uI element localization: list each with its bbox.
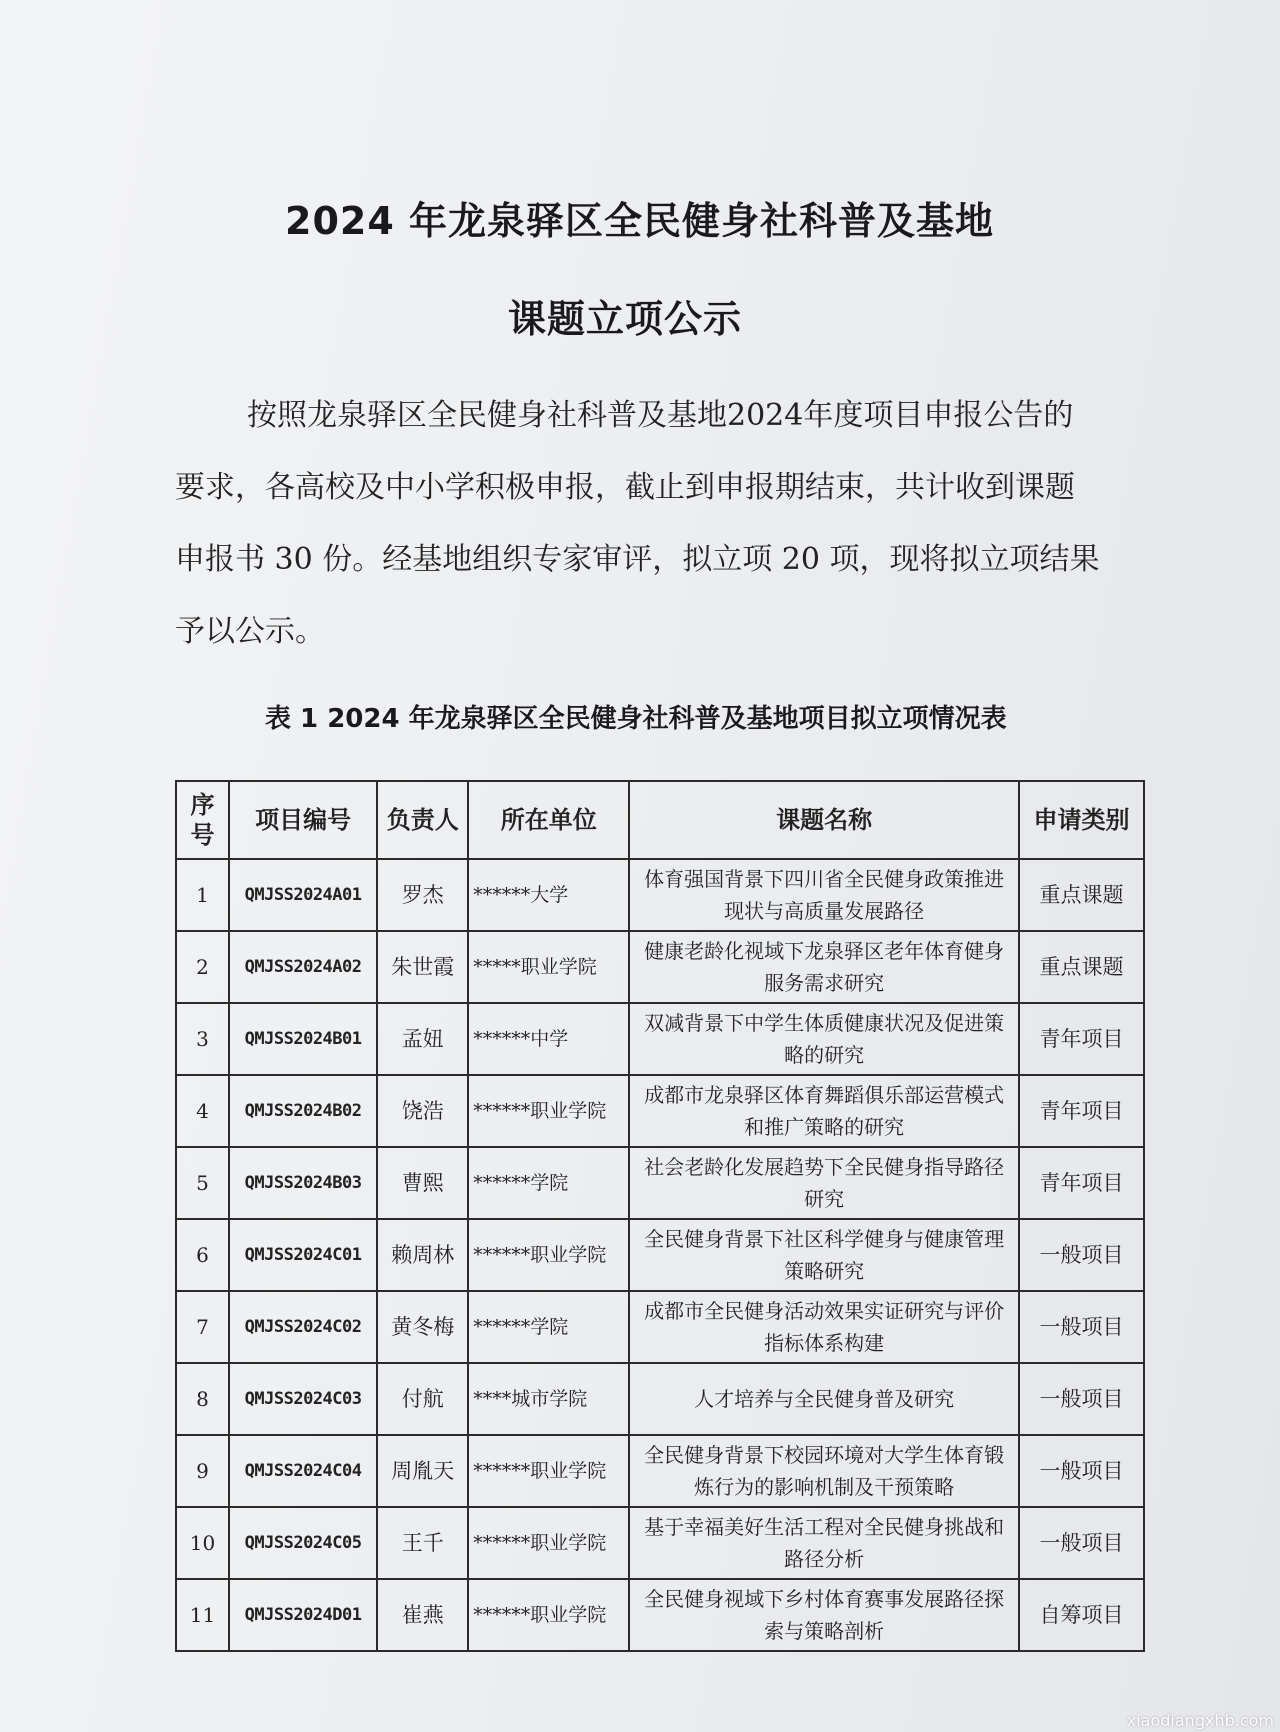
cell-seq: 2 <box>176 931 229 1003</box>
cell-topic: 双减背景下中学生体质健康状况及促进策略的研究 <box>629 1003 1019 1075</box>
cell-person: 黄冬梅 <box>377 1291 468 1363</box>
header-code: 项目编号 <box>229 781 377 859</box>
cell-category: 一般项目 <box>1019 1219 1144 1291</box>
cell-topic: 全民健身视域下乡村体育赛事发展路径探索与策略剖析 <box>629 1579 1019 1651</box>
header-seq-line2: 号 <box>190 821 215 849</box>
cell-code: QMJSS2024A02 <box>229 931 377 1003</box>
table-row <box>176 1147 1144 1219</box>
cell-unit: ******中学 <box>468 1003 629 1075</box>
cell-category: 一般项目 <box>1019 1291 1144 1363</box>
cell-person: 赖周林 <box>377 1219 468 1291</box>
cell-person: 孟妞 <box>377 1003 468 1075</box>
header-category: 申请类别 <box>1019 781 1144 859</box>
cell-unit: ******学院 <box>468 1147 629 1219</box>
cell-code: QMJSS2024C01 <box>229 1219 377 1291</box>
table-caption: 表 1 2024 年龙泉驿区全民健身社科普及基地项目拟立项情况表 <box>265 704 1007 734</box>
cell-topic: 成都市龙泉驿区体育舞蹈俱乐部运营模式和推广策略的研究 <box>629 1075 1019 1147</box>
document-title-line2: 课题立项公示 <box>508 297 743 341</box>
cell-seq: 11 <box>176 1579 229 1651</box>
cell-category: 一般项目 <box>1019 1507 1144 1579</box>
cell-unit: ******大学 <box>468 859 629 931</box>
header-seq-line1: 序 <box>190 791 215 819</box>
table-row <box>176 1291 1144 1363</box>
header-person: 负责人 <box>377 781 468 859</box>
cell-category: 重点课题 <box>1019 931 1144 1003</box>
cell-category: 青年项目 <box>1019 1075 1144 1147</box>
cell-seq: 10 <box>176 1507 229 1579</box>
cell-person: 朱世霞 <box>377 931 468 1003</box>
table-row <box>176 931 1144 1003</box>
table-row <box>176 1363 1144 1435</box>
cell-topic: 健康老龄化视域下龙泉驿区老年体育健身服务需求研究 <box>629 931 1019 1003</box>
cell-code: QMJSS2024B01 <box>229 1003 377 1075</box>
cell-category: 一般项目 <box>1019 1435 1144 1507</box>
paragraph-line: 申报书 30 份。经基地组织专家审评，拟立项 20 项，现将拟立项结果 <box>175 542 1100 577</box>
header-topic: 课题名称 <box>629 781 1019 859</box>
table-row <box>176 1219 1144 1291</box>
document-title-line1: 2024 年龙泉驿区全民健身社科普及基地 <box>285 199 994 243</box>
cell-category: 一般项目 <box>1019 1363 1144 1435</box>
cell-seq: 5 <box>176 1147 229 1219</box>
table-row <box>176 1075 1144 1147</box>
paragraph-line: 按照龙泉驿区全民健身社科普及基地2024年度项目申报公告的 <box>247 398 1074 433</box>
paragraph-line: 予以公示。 <box>175 614 325 649</box>
cell-unit: ******职业学院 <box>468 1075 629 1147</box>
cell-topic: 人才培养与全民健身普及研究 <box>629 1363 1019 1435</box>
cell-unit: ******职业学院 <box>468 1435 629 1507</box>
cell-seq: 6 <box>176 1219 229 1291</box>
cell-category: 青年项目 <box>1019 1147 1144 1219</box>
cell-unit: ******职业学院 <box>468 1579 629 1651</box>
cell-person: 王千 <box>377 1507 468 1579</box>
intro-paragraph <box>175 380 1100 668</box>
cell-code: QMJSS2024D01 <box>229 1579 377 1651</box>
header-seq <box>176 781 229 859</box>
watermark: xiaodiangxhb.com <box>1126 1711 1274 1730</box>
cell-seq: 9 <box>176 1435 229 1507</box>
cell-unit: *****职业学院 <box>468 931 629 1003</box>
table-row <box>176 1579 1144 1651</box>
cell-person: 崔燕 <box>377 1579 468 1651</box>
paragraph-line: 要求，各高校及中小学积极申报，截止到申报期结束，共计收到课题 <box>175 470 1075 505</box>
cell-code: QMJSS2024C05 <box>229 1507 377 1579</box>
table-row <box>176 1435 1144 1507</box>
table-body <box>176 859 1144 1651</box>
cell-code: QMJSS2024B02 <box>229 1075 377 1147</box>
cell-person: 曹熙 <box>377 1147 468 1219</box>
cell-code: QMJSS2024A01 <box>229 859 377 931</box>
cell-unit: ******职业学院 <box>468 1507 629 1579</box>
cell-unit: ****城市学院 <box>468 1363 629 1435</box>
cell-person: 饶浩 <box>377 1075 468 1147</box>
cell-category: 自筹项目 <box>1019 1579 1144 1651</box>
project-table <box>175 780 1145 1652</box>
cell-category: 青年项目 <box>1019 1003 1144 1075</box>
cell-code: QMJSS2024C04 <box>229 1435 377 1507</box>
cell-person: 罗杰 <box>377 859 468 931</box>
table-header-row <box>176 781 1144 859</box>
cell-unit: ******职业学院 <box>468 1219 629 1291</box>
cell-seq: 8 <box>176 1363 229 1435</box>
table-row <box>176 1507 1144 1579</box>
header-unit: 所在单位 <box>468 781 629 859</box>
cell-category: 重点课题 <box>1019 859 1144 931</box>
table-row <box>176 1003 1144 1075</box>
cell-person: 周胤天 <box>377 1435 468 1507</box>
cell-topic: 基于幸福美好生活工程对全民健身挑战和路径分析 <box>629 1507 1019 1579</box>
cell-topic: 成都市全民健身活动效果实证研究与评价指标体系构建 <box>629 1291 1019 1363</box>
cell-seq: 7 <box>176 1291 229 1363</box>
cell-topic: 社会老龄化发展趋势下全民健身指导路径研究 <box>629 1147 1019 1219</box>
cell-seq: 4 <box>176 1075 229 1147</box>
cell-code: QMJSS2024C02 <box>229 1291 377 1363</box>
cell-seq: 3 <box>176 1003 229 1075</box>
cell-topic: 全民健身背景下社区科学健身与健康管理策略研究 <box>629 1219 1019 1291</box>
cell-seq: 1 <box>176 859 229 931</box>
cell-code: QMJSS2024C03 <box>229 1363 377 1435</box>
cell-unit: ******学院 <box>468 1291 629 1363</box>
cell-code: QMJSS2024B03 <box>229 1147 377 1219</box>
cell-topic: 全民健身背景下校园环境对大学生体育锻炼行为的影响机制及干预策略 <box>629 1435 1019 1507</box>
table-row <box>176 859 1144 931</box>
cell-person: 付航 <box>377 1363 468 1435</box>
cell-topic: 体育强国背景下四川省全民健身政策推进现状与高质量发展路径 <box>629 859 1019 931</box>
